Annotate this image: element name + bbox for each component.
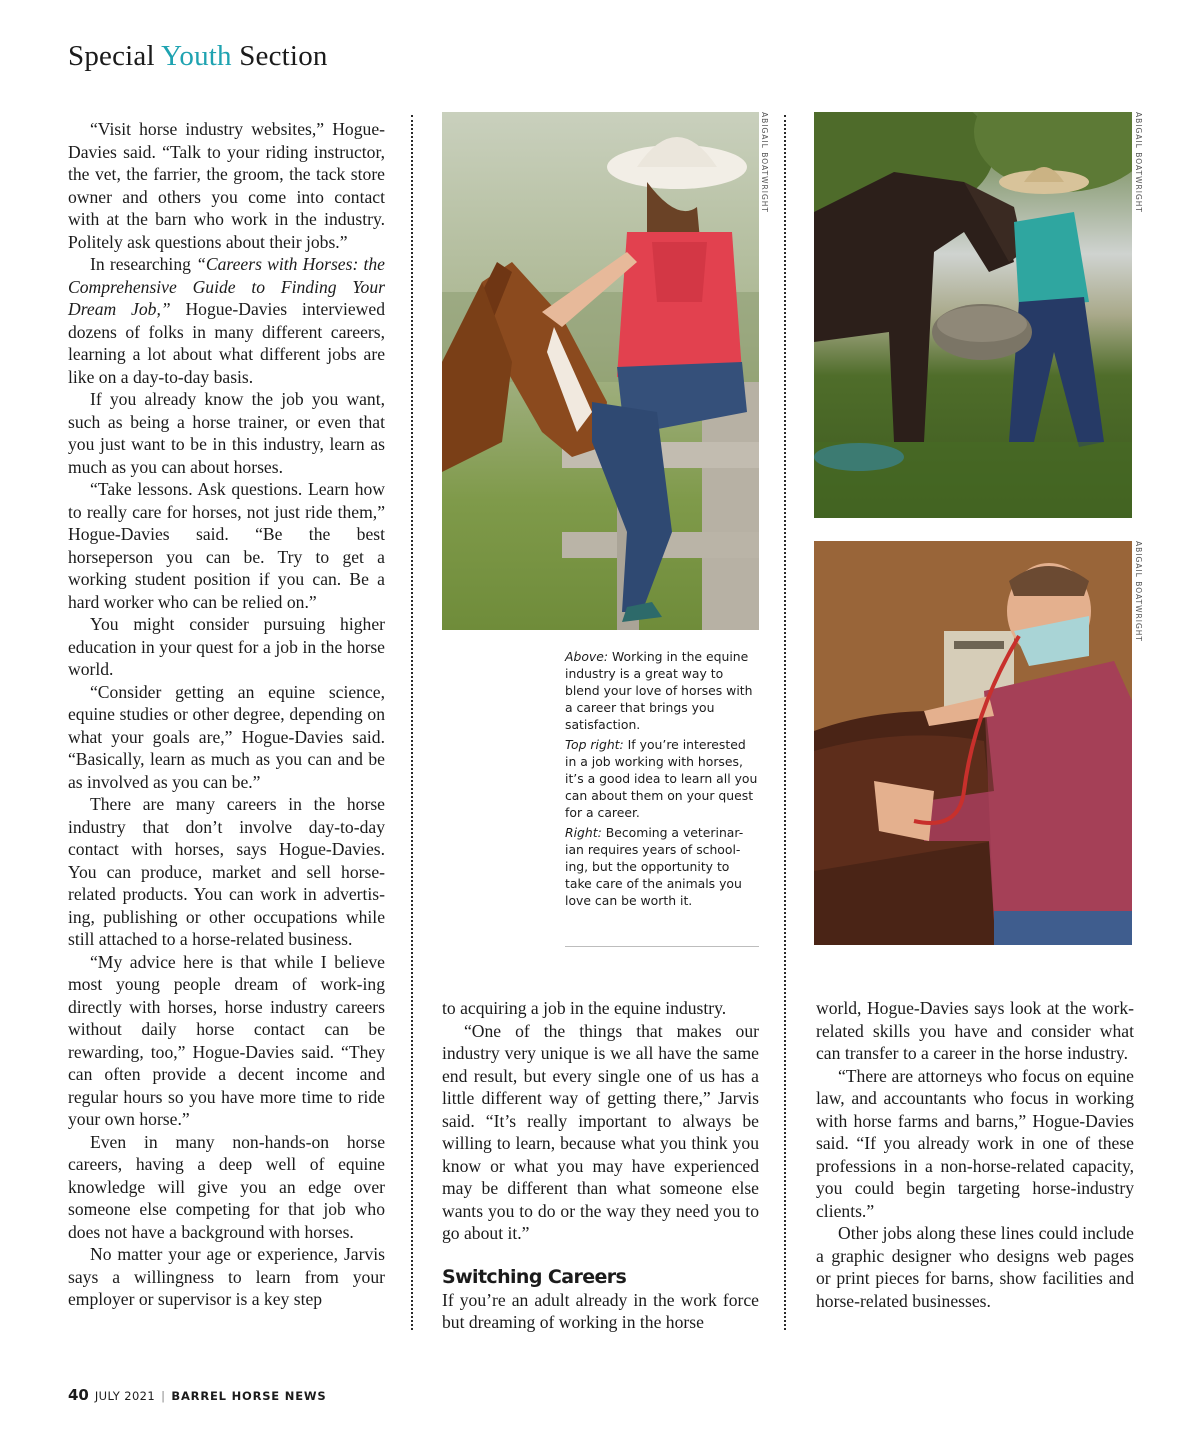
caption-text: Working in the equine industry is a great way to blend your love of horses with a career that brings you satisfaction.: [565, 649, 753, 732]
footer-separator: |: [161, 1389, 166, 1403]
magazine-name: BARREL HORSE NEWS: [171, 1389, 327, 1403]
page-footer: [68, 1386, 326, 1404]
paragraph: Other jobs along these lines could include a graphic designer who designs web pages or print pieces for barns, show facilities and horse-related businesses.: [816, 1223, 1134, 1311]
paragraph: “One of the things that makes our industry very unique is we all have the same end result, but every single one of us has a little different way of getting there,” Jarvis said. “It’s really important to always be willing to learn, because what you think you know or what you may have experienced may be different than what someone else wants you to do or the way they need you to go about it.”: [442, 1020, 759, 1243]
photo-credit: ABIGAIL BOATWRIGHT: [1134, 112, 1143, 213]
subhead-switching-careers: Switching Careers: [442, 1265, 627, 1288]
section-title-prefix: Special: [68, 40, 155, 72]
paragraph: Even in many non-hands-on horse careers, having a deep well of equine knowledge will give you an edge over someone else competing for that job who does not have a background with horses.: [68, 1131, 385, 1242]
column-rule-2: [784, 115, 786, 1330]
paragraph: “Consider getting an equine science, equine studies or other degree, depending on what your goals are,” Hogue-Davies said. “Basically, learn as much as you can and be as involved as you can be.”: [68, 681, 385, 792]
article-column-2: [442, 997, 759, 1334]
section-title-suffix: Section: [239, 40, 328, 72]
photo-girl-with-horse: [442, 112, 759, 630]
caption-text: If you’re interested in a job working with horses, it’s a good idea to learn all you can about them on your quest for a career.: [565, 737, 758, 820]
caption-label: Top right:: [565, 737, 624, 752]
paragraph: There are many careers in the horse industry that don’t involve day-to-day contact with horses, says Hogue-Davies. You can produce, market and sell horse-related products. You can work in advertis-ing, publishing or other occupations while still attached to a horse-related business.: [68, 794, 385, 949]
caption-label: Above:: [565, 649, 609, 664]
section-title-accent: Youth: [161, 40, 232, 72]
paragraph-rest: Hogue-Davies interviewed dozens of folks in many different careers, learning a lot about what different jobs are like on a day-to-day basis.: [68, 299, 385, 387]
paragraph: If you already know the job you want, such as being a horse trainer, or even that you just want to be in this industry, learn as much as you can about horses.: [68, 389, 385, 477]
caption-top-right: [565, 736, 759, 821]
caption-divider: [565, 946, 759, 947]
paragraph: No matter your age or experience, Jarvis says a willingness to learn from your employer or supervisor is a key step: [68, 1244, 385, 1309]
caption-label: Right:: [565, 825, 602, 840]
photo-woman-feeding-horse: [814, 112, 1132, 518]
photo-credit: ABIGAIL BOATWRIGHT: [760, 112, 769, 213]
photo-credit: ABIGAIL BOATWRIGHT: [1134, 541, 1143, 642]
book-title: “Careers with Horses: the Comprehensive Guide to Finding Your Dream Job,”: [68, 254, 385, 319]
paragraph: to acquiring a job in the equine industry.: [442, 998, 727, 1018]
section-title: [68, 40, 328, 73]
caption-text: Becoming a veterinar-ian requires years of school-ing, but the opportunity to take care of the animals you love can be worth it.: [565, 825, 744, 908]
article-column-3: [816, 997, 1134, 1312]
paragraph: world, Hogue-Davies says look at the work-related skills you have and consider what can transfer to a career in the horse industry.: [816, 998, 1134, 1063]
paragraph: “Visit horse industry websites,” Hogue-Davies said. “Talk to your riding instructor, the vet, the farrier, the groom, the tack store owner and others you come into contact with at the barn who work in the industry. Politely ask questions about their jobs.”: [68, 119, 385, 252]
article-column-1: [68, 118, 385, 1311]
paragraph: [68, 253, 385, 388]
photo-captions: [565, 648, 759, 912]
caption-right: [565, 824, 759, 909]
issue-date: JULY 2021: [94, 1389, 156, 1403]
column-rule-1: [411, 115, 413, 1330]
page-number: 40: [68, 1386, 89, 1404]
paragraph: You might consider pursuing higher education in your quest for a job in the horse world.: [68, 614, 385, 679]
paragraph-lead: In researching: [90, 254, 197, 274]
paragraph: If you’re an adult already in the work force but dreaming of working in the horse: [442, 1289, 759, 1332]
caption-above: [565, 648, 759, 733]
paragraph: “My advice here is that while I believe most young people dream of work-ing directly with horses, horse industry careers without daily horse contact can be rewarding, too,” Hogue-Davies said. “They can often provide a decent income and regular hours so you have more time to ride your own horse.”: [68, 951, 385, 1129]
paragraph: “Take lessons. Ask questions. Learn how to really care for horses, not just ride them,” Hogue-Davies said. “Be the best horseperson you can be. Try to get a working student position if you can. Be a hard worker who can be relied on.”: [68, 479, 385, 612]
paragraph: “There are attorneys who focus on equine law, and accountants who focus in working with horse farms and barns,” Hogue-Davies said. “If you already work in one of these professions in a non-horse-related capacity, you could begin targeting horse-industry clients.”: [816, 1065, 1134, 1221]
photo-veterinarian: [814, 541, 1132, 945]
